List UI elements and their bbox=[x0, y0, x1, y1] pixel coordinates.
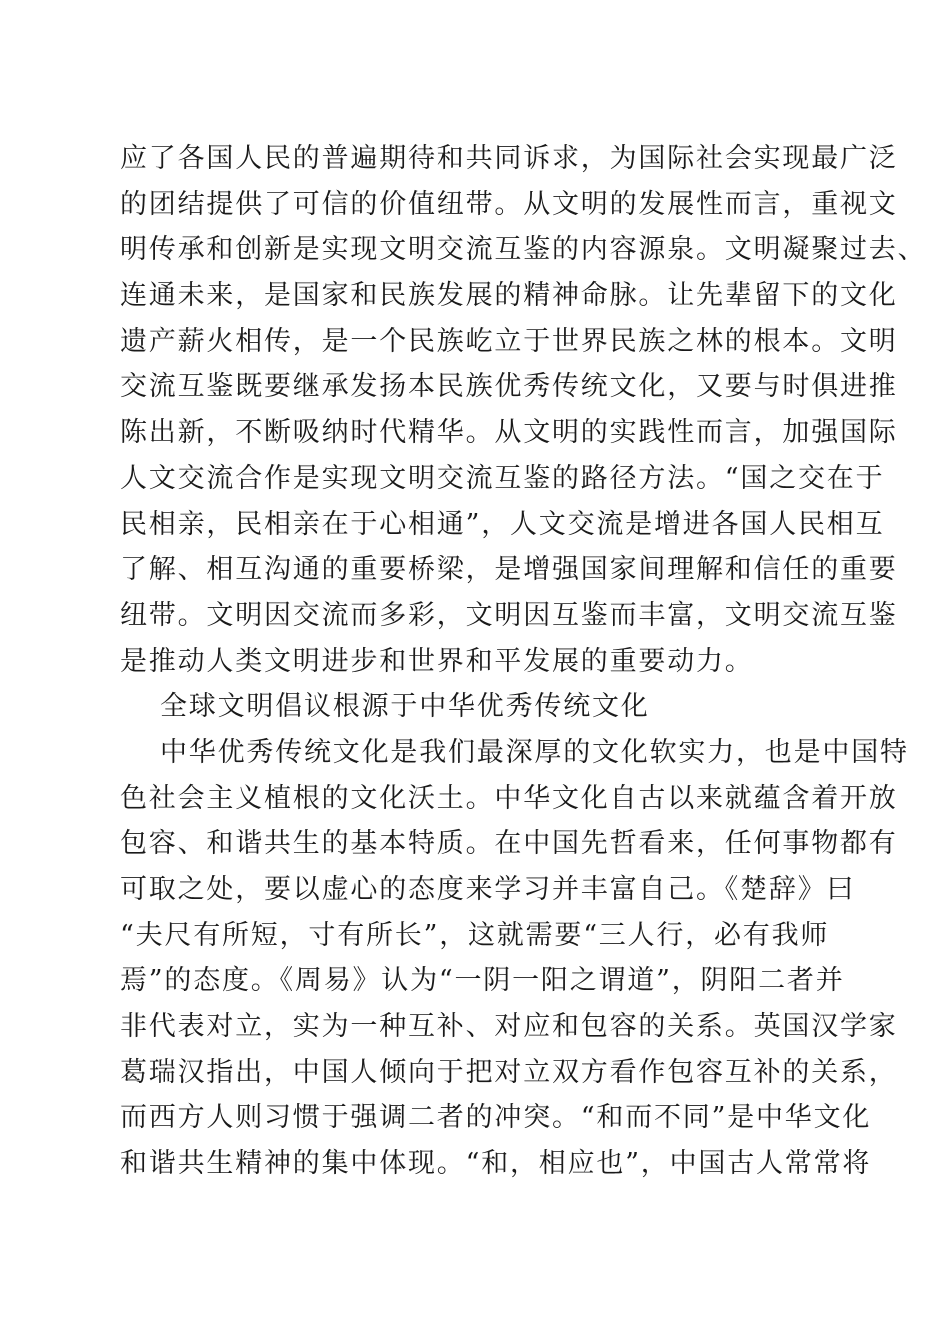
text-line: 而西方人则习惯于强调二者的冲突。“和而不同”是中华文化 bbox=[120, 1102, 872, 1134]
text-line: 中华优秀传统文化是我们最深厚的文化软实力，也是中国特 bbox=[160, 736, 909, 768]
body-text bbox=[120, 136, 927, 1187]
text-line: 色社会主义植根的文化沃土。中华文化自古以来就蕴含着开放 bbox=[120, 782, 898, 814]
section-heading: 全球文明倡议根源于中华优秀传统文化 bbox=[160, 691, 650, 723]
text-line: 遗产薪火相传，是一个民族屹立于世界民族之林的根本。文明 bbox=[120, 325, 898, 357]
text-line: 非代表对立，实为一种互补、对应和包容的关系。英国汉学家 bbox=[120, 1011, 898, 1043]
text-line: 连通未来，是国家和民族发展的精神命脉。让先辈留下的文化 bbox=[120, 280, 898, 312]
text-line: 陈出新，不断吸纳时代精华。从文明的实践性而言，加强国际 bbox=[120, 417, 898, 449]
text-line: 了解、相互沟通的重要桥梁，是增强国家间理解和信任的重要 bbox=[120, 554, 898, 586]
text-line: 民相亲，民相亲在于心相通”，人文交流是增进各国人民相互 bbox=[120, 508, 885, 540]
text-line: 人文交流合作是实现文明交流互鉴的路径方法。“国之交在于 bbox=[120, 462, 885, 494]
text-line: “夫尺有所短，寸有所长”，这就需要“三人行，必有我师 bbox=[120, 919, 830, 951]
text-line: 的团结提供了可信的价值纽带。从文明的发展性而言，重视文 bbox=[120, 188, 898, 220]
text-line: 是推动人类文明进步和世界和平发展的重要动力。 bbox=[120, 645, 754, 677]
text-line: 可取之处，要以虚心的态度来学习并丰富自己。《楚辞》曰 bbox=[120, 874, 856, 905]
text-line: 葛瑞汉指出，中国人倾向于把对立双方看作包容互补的关系， bbox=[120, 1056, 898, 1088]
text-line: 应了各国人民的普遍期待和共同诉求，为国际社会实现最广泛 bbox=[120, 143, 898, 174]
text-line: 焉”的态度。《周易》认为“一阴一阳之谓道”，阴阳二者并 bbox=[120, 965, 845, 997]
text-line: 交流互鉴既要继承发扬本民族优秀传统文化，又要与时俱进推 bbox=[120, 371, 898, 403]
text-line: 明传承和创新是实现文明交流互鉴的内容源泉。文明凝聚过去、 bbox=[120, 234, 927, 266]
text-line: 和谐共生精神的集中体现。“和，相应也”，中国古人常常将 bbox=[120, 1148, 872, 1180]
text-line: 纽带。文明因交流而多彩，文明因互鉴而丰富，文明交流互鉴 bbox=[120, 599, 898, 631]
text-line: 包容、和谐共生的基本特质。在中国先哲看来，任何事物都有 bbox=[120, 828, 898, 860]
